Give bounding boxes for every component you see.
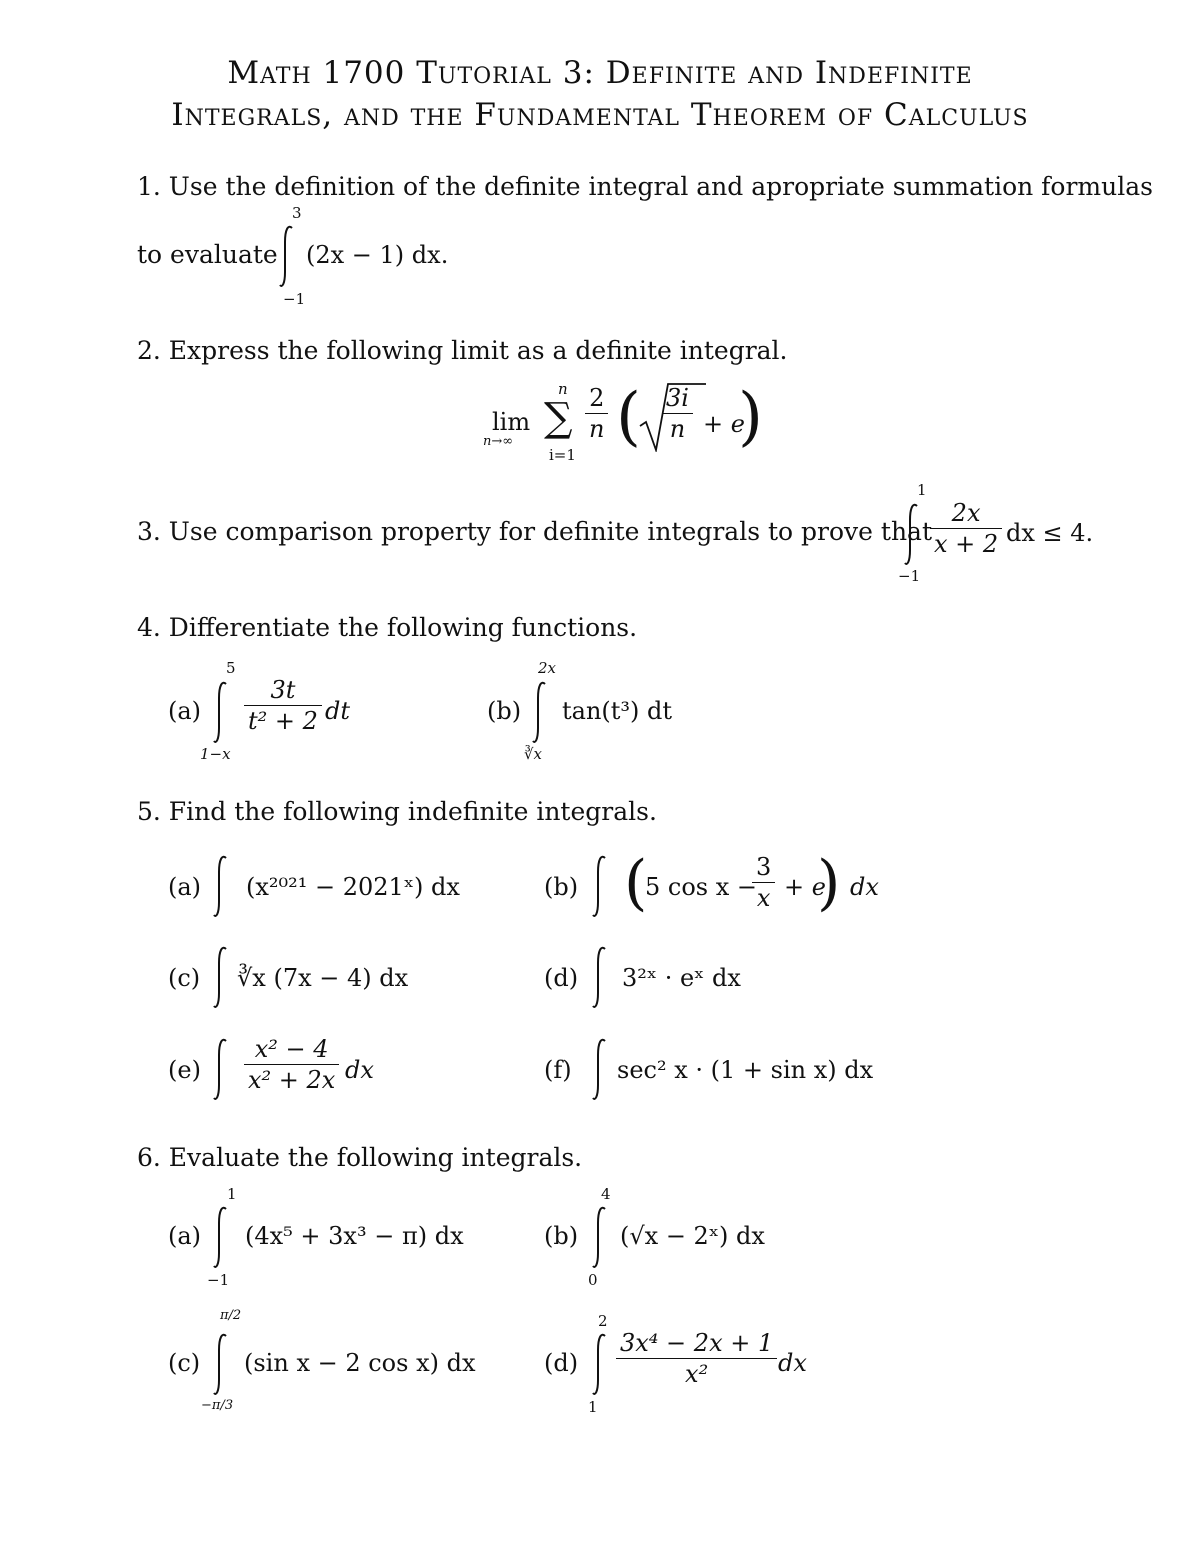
q3-text: 3. Use comparison property for definite integrals to prove that (137, 517, 932, 546)
q4b-label: (b) (487, 697, 522, 725)
q6d-lower-limit: 1 (588, 1398, 598, 1416)
q4a-num: 3t (244, 675, 322, 706)
q5b-integral-sign (591, 852, 611, 922)
q4a-lower-limit: 1−x (200, 745, 231, 763)
q5c-integral-sign (212, 943, 232, 1013)
q5b-expr-right: + e (784, 873, 826, 901)
q4-text: 4. Differentiate the following functions. (137, 613, 638, 642)
q5e-label: (e) (168, 1056, 201, 1084)
q3-upper-limit: 1 (917, 481, 927, 499)
q6c-label: (c) (168, 1349, 201, 1377)
q2-sqrt-fraction (662, 383, 693, 444)
q2-plus-e: + e (703, 410, 745, 438)
q6d-num: 3x⁴ − 2x + 1 (616, 1328, 777, 1359)
left-paren-icon: ( (616, 380, 641, 454)
q6c-expr: (sin x − 2 cos x) dx (244, 1349, 476, 1377)
q4b-integrand: tan(t³) dt (562, 697, 673, 725)
q5a-expr: (x²⁰²¹ − 2021ˣ) dx (246, 873, 460, 901)
q6b-expr: (√x − 2ˣ) dx (620, 1222, 765, 1250)
right-paren-icon: ) (738, 380, 763, 454)
q5b-left-paren-icon: ( (624, 848, 648, 918)
q6-text: 6. Evaluate the following integrals. (137, 1143, 583, 1172)
q4a-den: t² + 2 (248, 707, 318, 735)
q5d-integral-sign (591, 943, 611, 1013)
q5e-den: x² + 2x (248, 1066, 336, 1094)
q5d-expr: 3²ˣ · eˣ dx (622, 964, 741, 992)
q6c-lower-limit: −π/3 (201, 1398, 234, 1413)
q1-upper-limit: 3 (292, 204, 302, 222)
q5d-label: (d) (544, 964, 579, 992)
q5b-tail: dx (850, 873, 879, 901)
q6a-expr: (4x⁵ + 3x³ − π) dx (245, 1222, 464, 1250)
q6d-label: (d) (544, 1349, 579, 1377)
q6c-integral-sign (212, 1330, 232, 1400)
q2-sum-top: n (558, 380, 568, 398)
q4a-fraction (244, 675, 322, 736)
q5a-label: (a) (168, 873, 202, 901)
q6a-upper-limit: 1 (227, 1185, 237, 1203)
q6a-integral-sign (212, 1203, 232, 1273)
q6d-upper-limit: 2 (598, 1312, 608, 1330)
q4b-lower-limit: ∛x (524, 745, 543, 763)
q6a-label: (a) (168, 1222, 202, 1250)
q5b-num: 3 (752, 852, 775, 883)
page-title-line1: Math 1700 Tutorial 3: Definite and Indefinite (227, 55, 973, 91)
q2-sqrt-den: n (669, 415, 686, 443)
q5b-den: x (756, 884, 771, 912)
q2-text: 2. Express the following limit as a definite integral. (137, 336, 788, 365)
q5f-label: (f) (544, 1056, 572, 1084)
q6a-lower-limit: −1 (207, 1271, 230, 1289)
q5c-expr: ∛x (7x − 4) dx (237, 964, 409, 992)
q3-fraction (930, 498, 1002, 559)
q5e-integral-sign (212, 1035, 232, 1105)
q4b-upper-limit: 2x (538, 659, 557, 677)
q2-fraction (585, 383, 608, 444)
q6d-den: x² (685, 1360, 709, 1388)
q5b-label: (b) (544, 873, 579, 901)
q3-integral-sign (903, 500, 923, 570)
q6d-fraction (616, 1328, 777, 1389)
q4a-upper-limit: 5 (226, 659, 236, 677)
q2-sum-bottom: i=1 (549, 446, 576, 464)
q1-text: 1. Use the definition of the definite integral and apropriate summation formulas (137, 172, 1153, 201)
q2-lim-subscript: n→∞ (483, 434, 514, 449)
q6d-tail: dx (778, 1349, 807, 1377)
q5c-label: (c) (168, 964, 201, 992)
q5e-tail: dx (345, 1056, 374, 1084)
q5b-right-paren-icon: ) (817, 848, 841, 918)
q2-lim: lim (492, 408, 531, 436)
page-title-line2: Integrals, and the Fundamental Theorem of Calculus (171, 97, 1029, 133)
q5f-integral-sign (591, 1035, 611, 1105)
q1-lead: to evaluate (137, 240, 278, 269)
q2-sqrt-num: 3i (662, 383, 693, 414)
q5e-num: x² − 4 (244, 1034, 339, 1065)
q5b-fraction (752, 852, 775, 913)
q6b-label: (b) (544, 1222, 579, 1250)
q6b-upper-limit: 4 (601, 1185, 611, 1203)
q5-text: 5. Find the following indefinite integrals. (137, 797, 657, 826)
sigma-icon: ∑ (544, 395, 573, 441)
q5f-expr: sec² x · (1 + sin x) dx (617, 1056, 874, 1084)
q4a-label: (a) (168, 697, 202, 725)
q6b-lower-limit: 0 (588, 1271, 598, 1289)
q3-lower-limit: −1 (898, 567, 921, 585)
q6c-upper-limit: π/2 (220, 1308, 242, 1323)
q6d-integral-sign (591, 1330, 611, 1400)
q3-den: x + 2 (934, 530, 999, 558)
q1-lower-limit: −1 (283, 290, 306, 308)
q1-integral-sign (278, 222, 298, 292)
q4a-tail: dt (325, 697, 351, 725)
q5e-fraction (244, 1034, 339, 1095)
q2-frac-num: 2 (585, 383, 608, 414)
q3-tail: dx ≤ 4. (1006, 519, 1094, 547)
q4b-integral-sign (531, 678, 551, 748)
q2-frac-den: n (589, 415, 605, 443)
q5b-expr-left: 5 cos x − (645, 873, 758, 901)
q6b-integral-sign (591, 1203, 611, 1273)
q3-num: 2x (930, 498, 1002, 529)
q4a-integral-sign (212, 678, 232, 748)
q1-integrand: (2x − 1) dx. (306, 241, 449, 269)
q5a-integral-sign (212, 852, 232, 922)
